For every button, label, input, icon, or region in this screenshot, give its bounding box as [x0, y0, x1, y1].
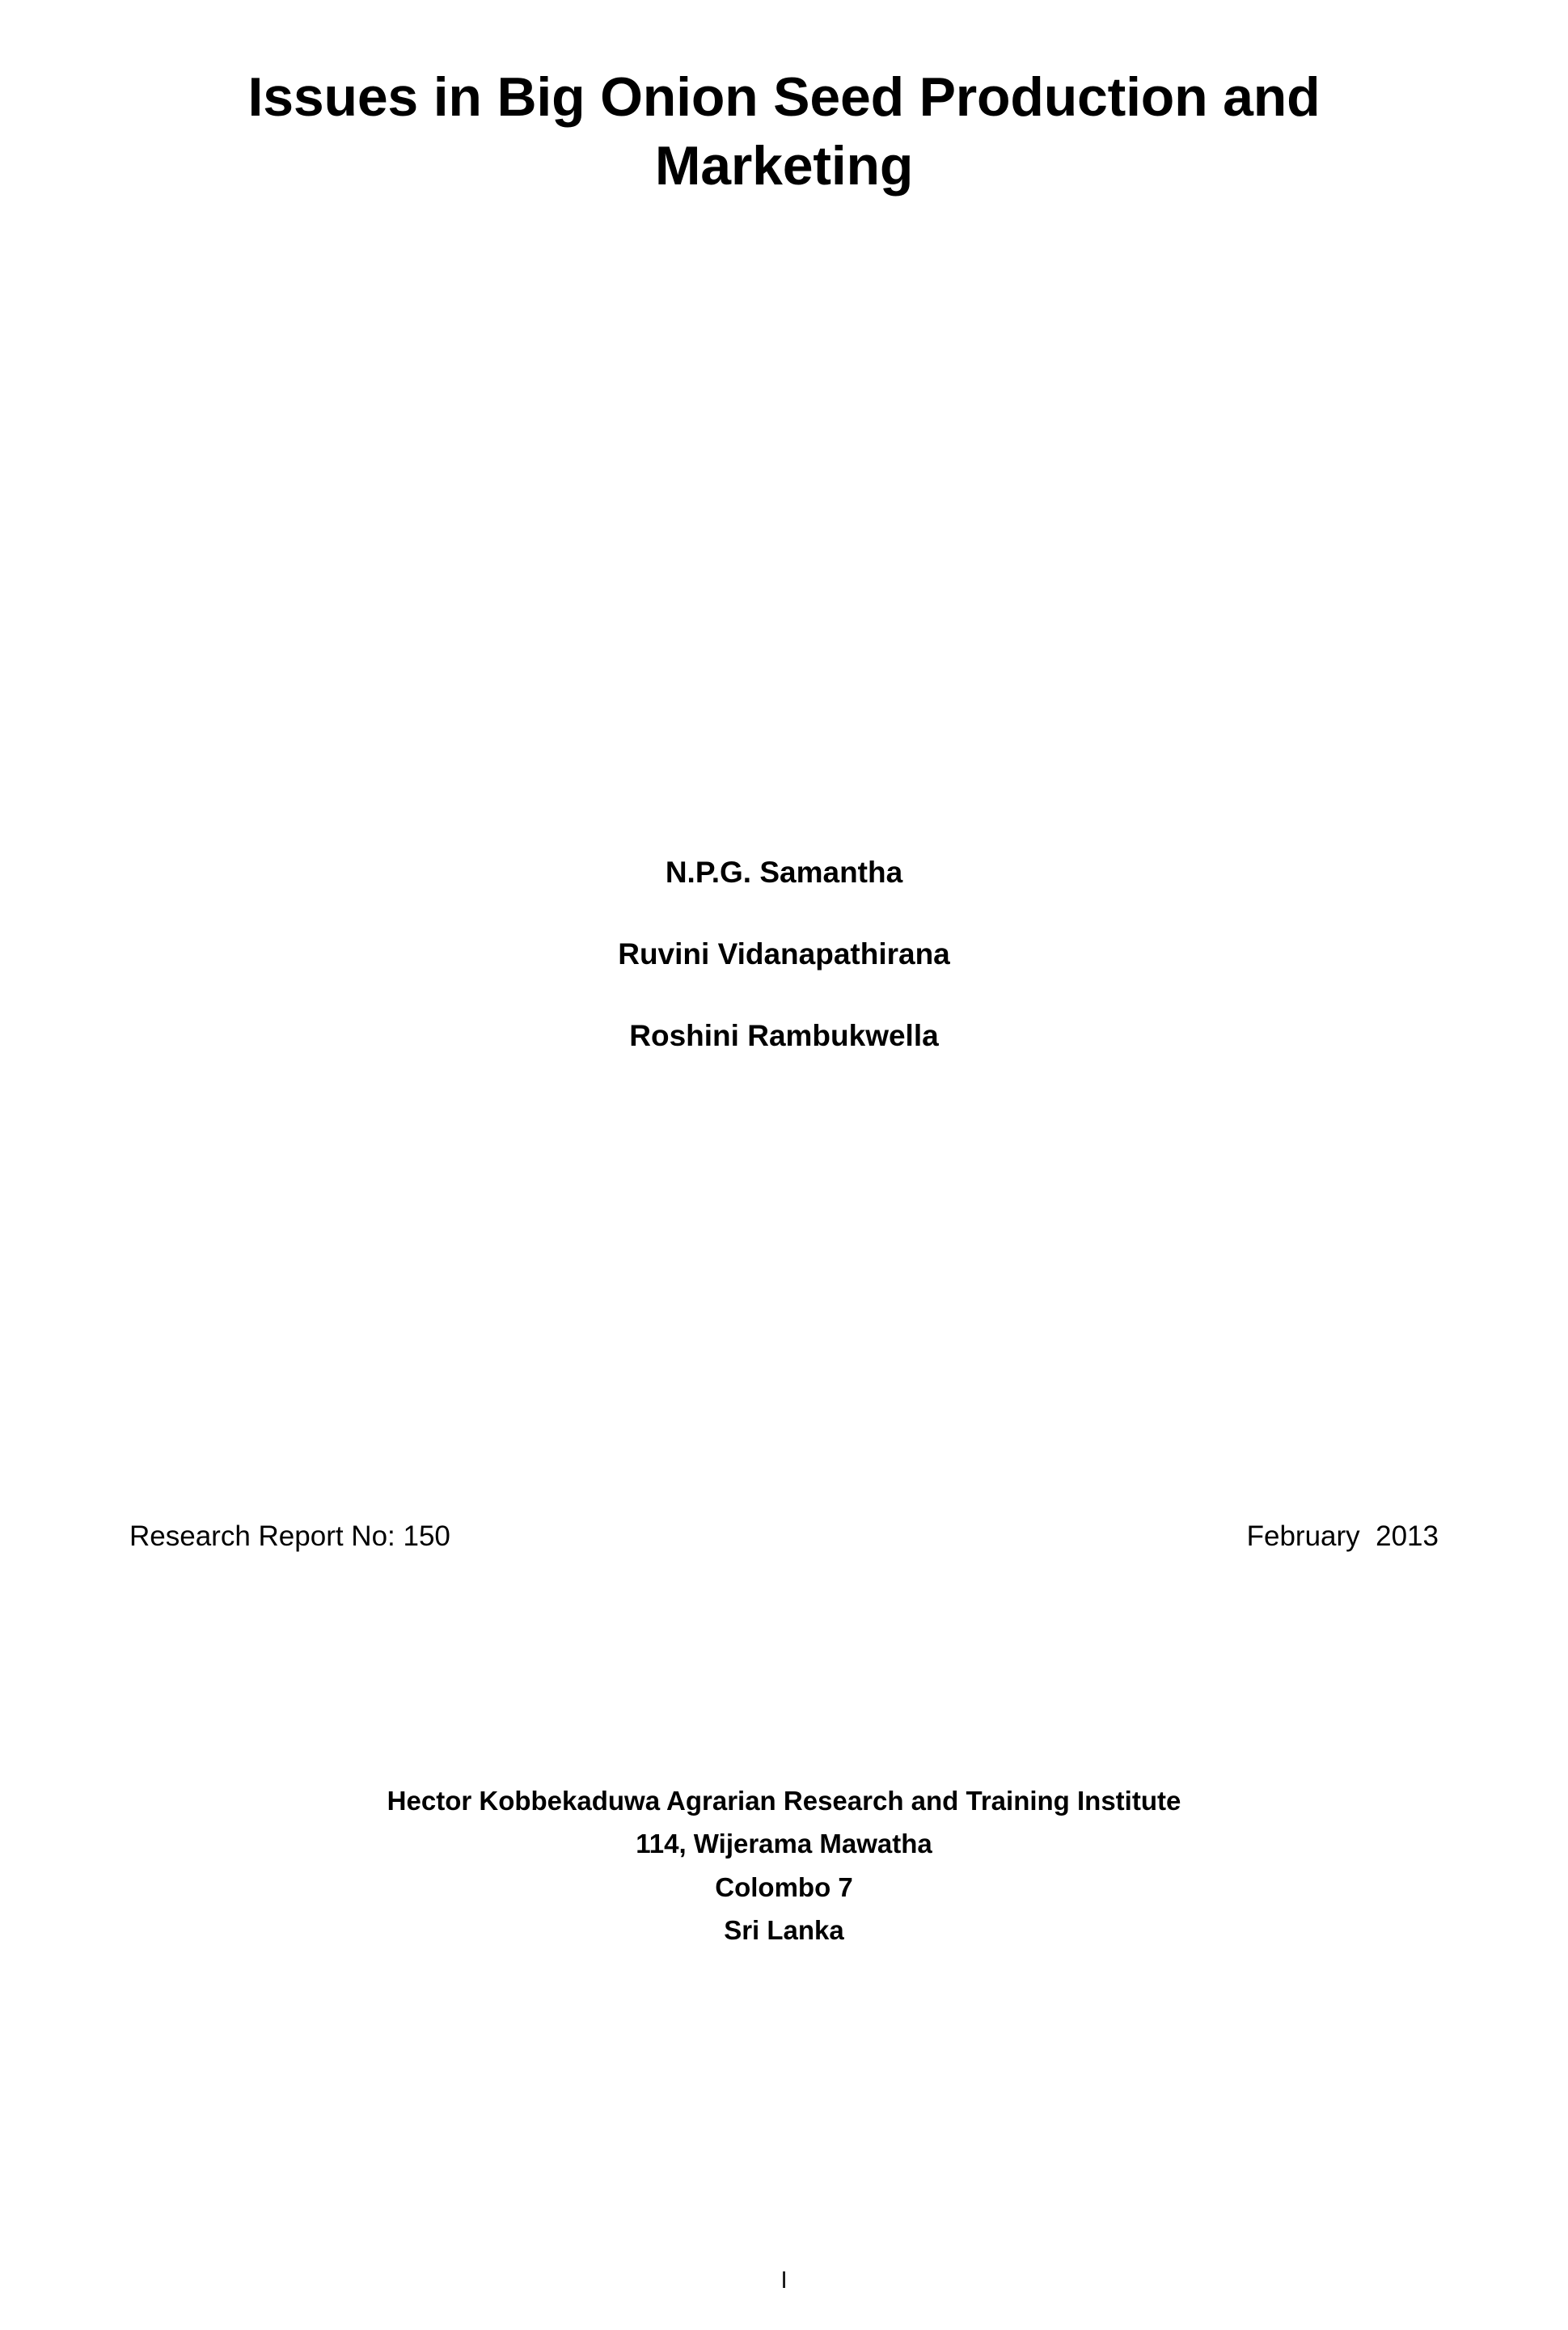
- author-list: [0, 857, 1568, 1051]
- author-1: N.P.G. Samantha: [665, 856, 903, 889]
- institute-name: Hector Kobbekaduwa Agrarian Research and Training Institute: [387, 1786, 1181, 1816]
- title-line-1: Issues in Big Onion Seed Production and: [247, 66, 1321, 128]
- page-title: [0, 63, 1568, 201]
- institute-address: [0, 1779, 1568, 1952]
- page-number: I: [780, 2267, 788, 2294]
- institute-country: Sri Lanka: [724, 1915, 844, 1946]
- title-line-2: Marketing: [654, 135, 914, 197]
- report-number: Research Report No: 150: [129, 1520, 450, 1552]
- report-date: February 2013: [1246, 1520, 1439, 1552]
- page-footer: [0, 2267, 1568, 2294]
- author-2: Ruvini Vidanapathirana: [618, 937, 950, 970]
- institute-street: 114, Wijerama Mawatha: [636, 1829, 932, 1859]
- report-meta-row: [129, 1520, 1439, 1553]
- institute-city: Colombo 7: [715, 1871, 853, 1902]
- author-3: Roshini Rambukwella: [629, 1019, 939, 1052]
